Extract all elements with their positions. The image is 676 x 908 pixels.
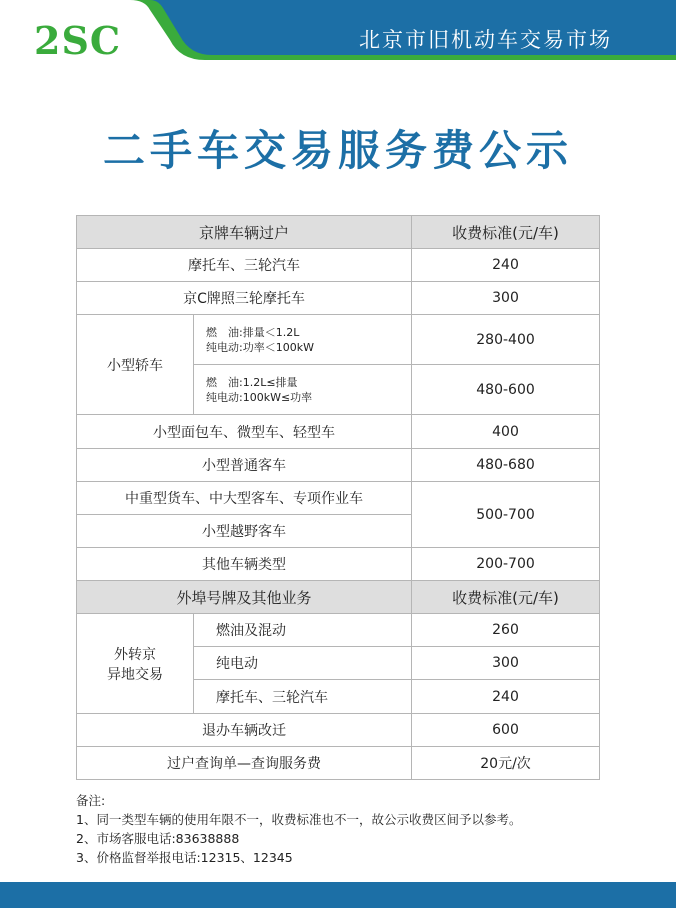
row-fee: 300 <box>412 282 600 315</box>
row-label: 中重型货车、中大型客车、专项作业车 <box>77 482 412 515</box>
transfer-label <box>77 614 194 714</box>
row-label: 小型越野客车 <box>77 515 412 548</box>
row-fee: 500-700 <box>412 482 600 548</box>
row-label: 摩托车、三轮汽车 <box>194 680 412 714</box>
row-label: 燃油及混动 <box>194 614 412 647</box>
section1-header-left: 京牌车辆过户 <box>77 216 412 249</box>
row-label: 京C牌照三轮摩托车 <box>77 282 412 315</box>
table-row <box>77 449 600 482</box>
sedan-sub2 <box>194 365 412 415</box>
note-item: 3、价格监督举报电话:12315、12345 <box>76 850 293 865</box>
sedan-sub1-line1: 燃 油:排量＜1.2L <box>206 325 300 339</box>
table-row <box>77 747 600 780</box>
market-name: 北京市旧机动车交易市场 <box>359 28 612 52</box>
row-fee: 200-700 <box>412 548 600 581</box>
table-row <box>77 714 600 747</box>
row-fee: 260 <box>412 614 600 647</box>
sedan-sub1 <box>194 315 412 365</box>
sedan-sub1-fee: 280-400 <box>412 315 600 365</box>
table-row <box>77 282 600 315</box>
section2-header-right: 收费标准(元/车) <box>412 581 600 614</box>
section2-header-left: 外埠号牌及其他业务 <box>77 581 412 614</box>
row-label: 摩托车、三轮汽车 <box>77 249 412 282</box>
fee-table <box>76 215 600 780</box>
sedan-label: 小型轿车 <box>77 315 194 415</box>
page-title: 二手车交易服务费公示 <box>102 126 573 175</box>
row-fee: 400 <box>412 415 600 449</box>
notes <box>76 791 636 867</box>
row-fee: 600 <box>412 714 600 747</box>
row-fee: 240 <box>412 680 600 714</box>
section1-header-right: 收费标准(元/车) <box>412 216 600 249</box>
logo: 2SC <box>34 18 122 63</box>
row-label: 纯电动 <box>194 647 412 680</box>
sedan-sub2-fee: 480-600 <box>412 365 600 415</box>
sedan-sub2-line1: 燃 油:1.2L≤排量 <box>206 375 298 389</box>
header-banner <box>0 0 676 70</box>
table-row <box>77 249 600 282</box>
table-row <box>77 614 600 647</box>
table-header-row <box>77 581 600 614</box>
table-row <box>77 482 600 515</box>
row-fee: 240 <box>412 249 600 282</box>
note-item: 1、同一类型车辆的使用年限不一，收费标准也不一，故公示收费区间予以参考。 <box>76 812 522 827</box>
row-label: 过户查询单—查询服务费 <box>77 747 412 780</box>
row-fee: 480-680 <box>412 449 600 482</box>
transfer-label-line2: 异地交易 <box>107 666 163 683</box>
transfer-label-line1: 外转京 <box>114 646 156 663</box>
sedan-sub1-line2: 纯电动:功率＜100kW <box>206 340 314 354</box>
table-row <box>77 415 600 449</box>
table-header-row <box>77 216 600 249</box>
row-label: 其他车辆类型 <box>77 548 412 581</box>
row-fee: 300 <box>412 647 600 680</box>
row-label: 小型普通客车 <box>77 449 412 482</box>
footer-bar <box>0 882 676 908</box>
notes-heading: 备注: <box>76 793 106 808</box>
row-fee: 20元/次 <box>412 747 600 780</box>
sedan-sub2-line2: 纯电动:100kW≤功率 <box>206 390 313 404</box>
note-item: 2、市场客服电话:83638888 <box>76 831 240 846</box>
row-label: 退办车辆改迁 <box>77 714 412 747</box>
row-label: 小型面包车、微型车、轻型车 <box>77 415 412 449</box>
table-row <box>77 315 600 365</box>
table-row <box>77 548 600 581</box>
